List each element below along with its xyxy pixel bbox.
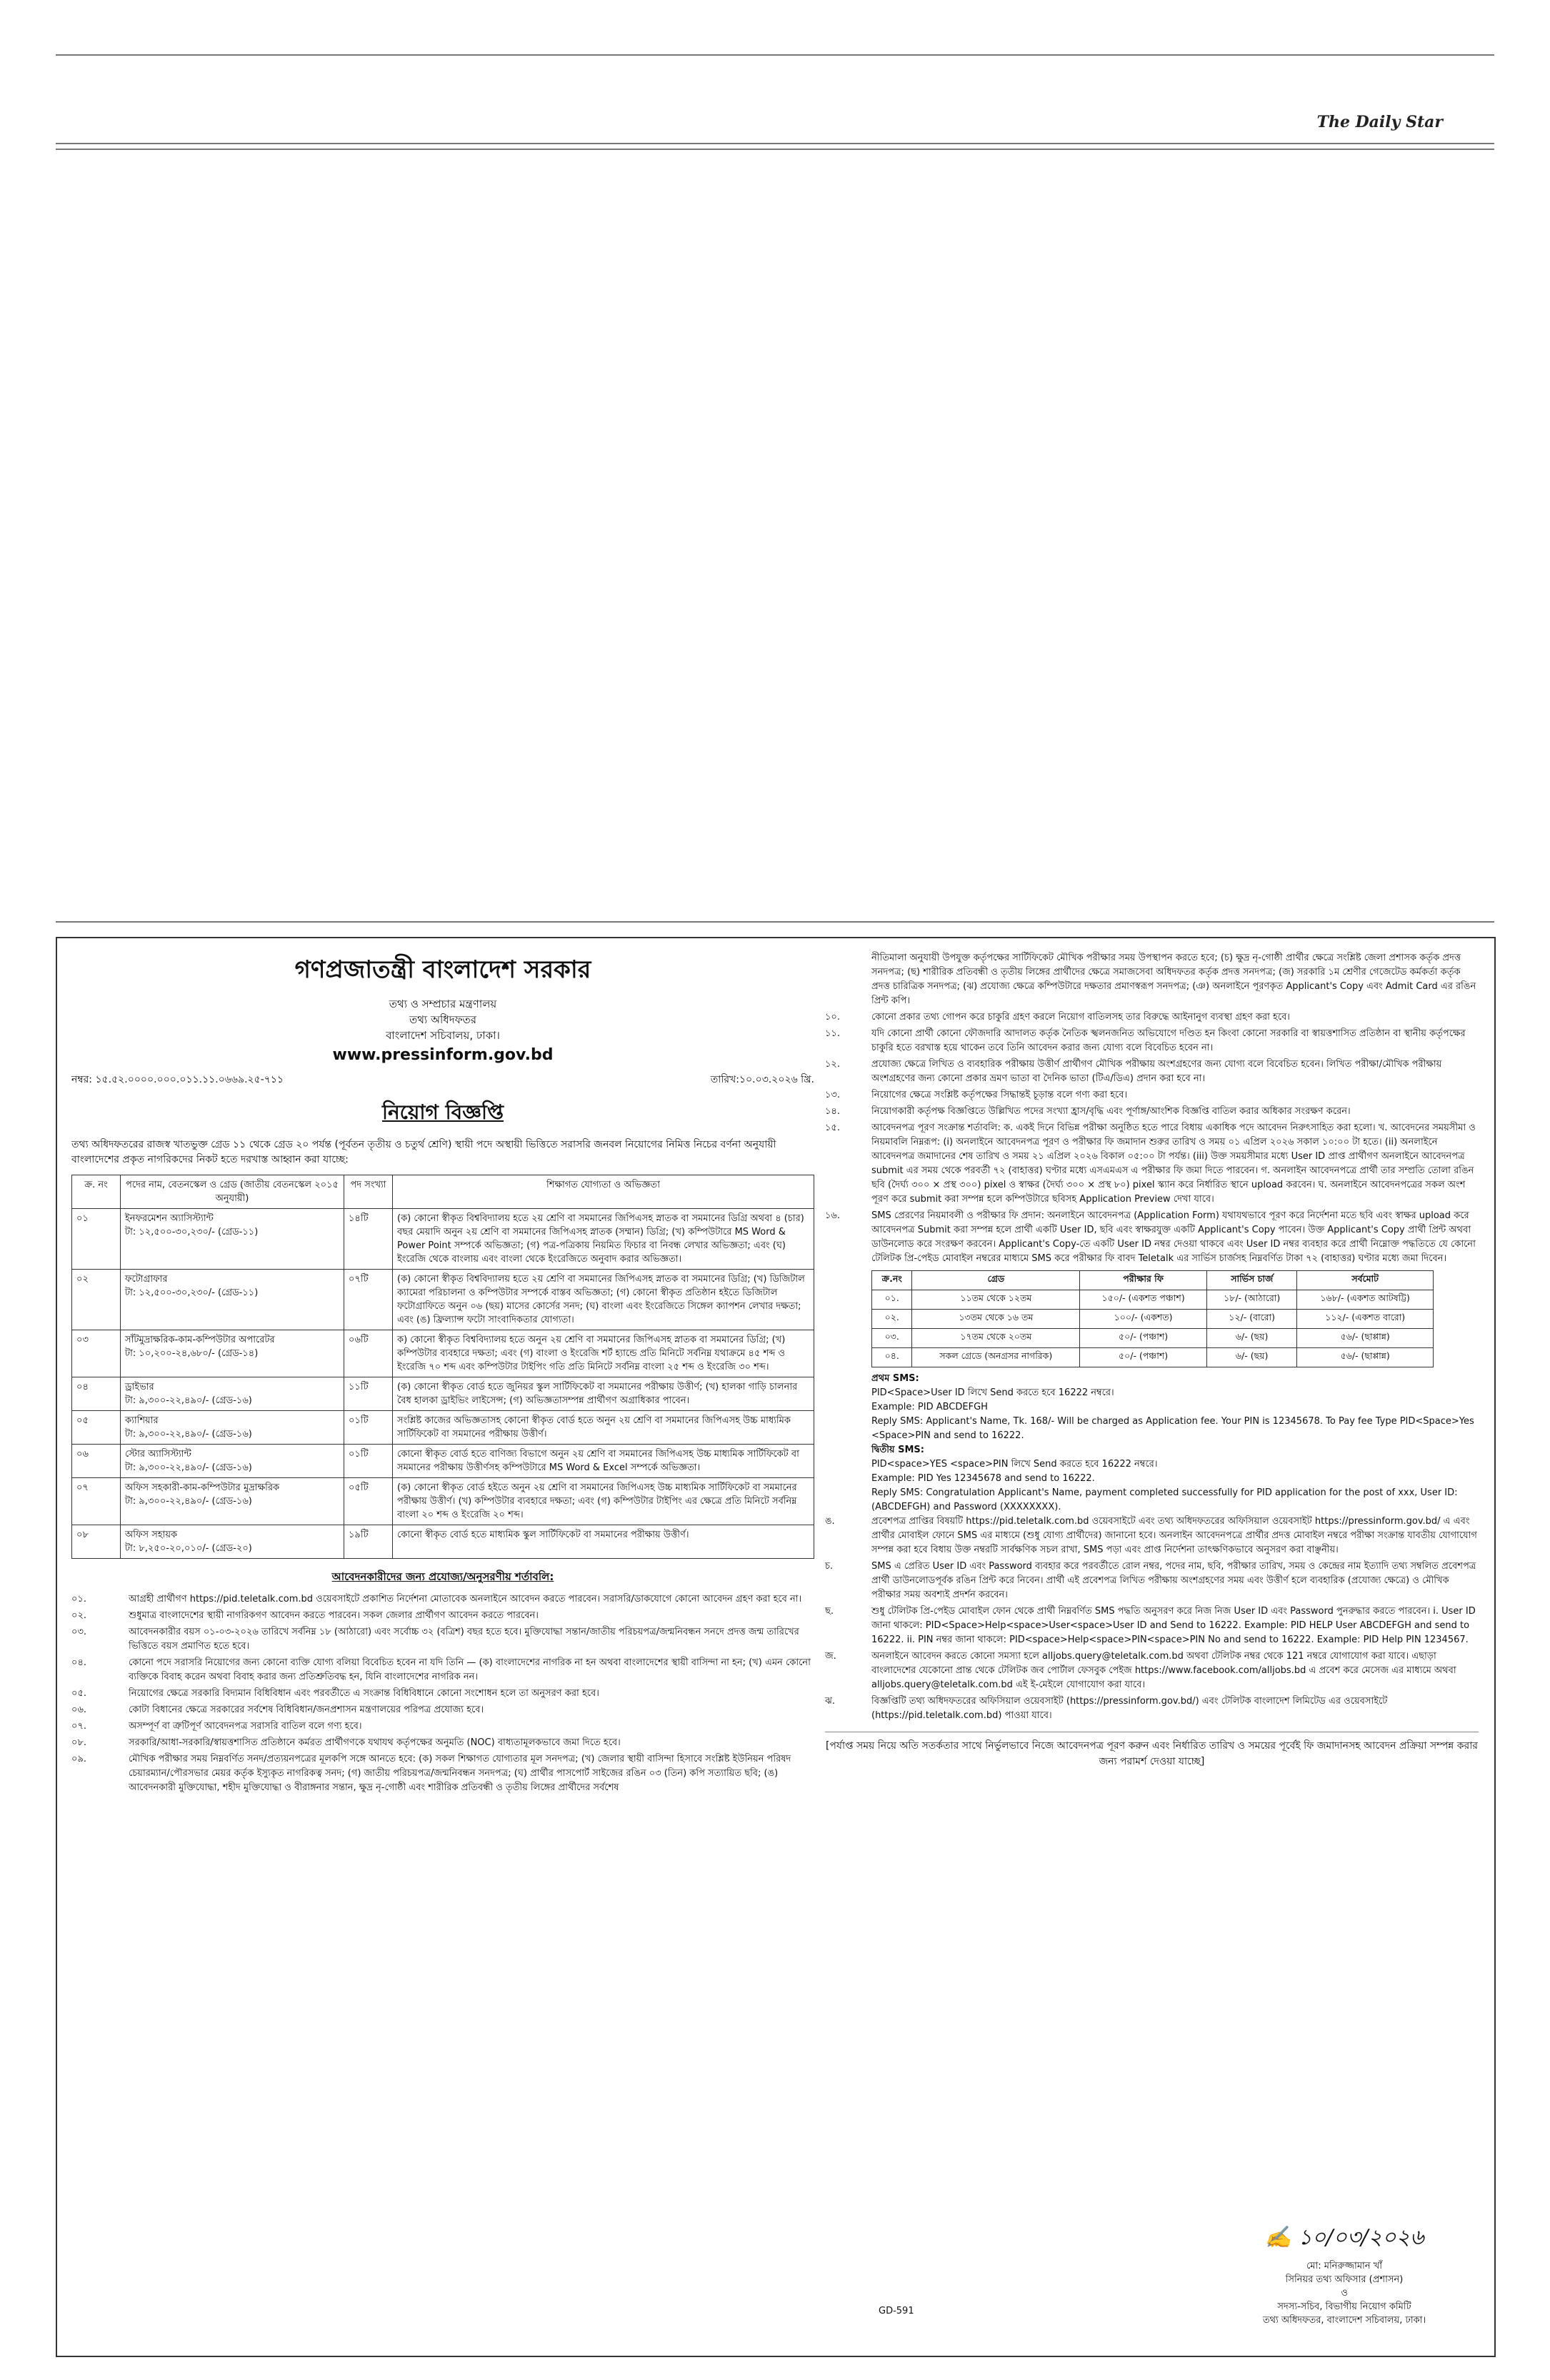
fee-table-header — [872, 1271, 1434, 1290]
item-number: ১১. — [825, 1028, 841, 1039]
post-name: সাঁটমুদ্রাক্ষরিক-কাম-কম্পিউটার অপারেটর — [125, 1335, 275, 1345]
table-row — [72, 1209, 814, 1270]
signatory-name: মো: মনিরুজ্জামান খাঁ — [1306, 2261, 1383, 2271]
post-cell — [121, 1377, 344, 1411]
address: বাংলাদেশ সচিবালয়, ঢাকা। — [386, 1029, 500, 1042]
item-number: ০৮. — [71, 1737, 87, 1748]
post-qualification: ক) কোনো স্বীকৃত বিশ্ববিদ্যালয় হতে অনুন ২য় শ্রেণি বা সমমানের জিপিএসহ স্নাতক বা সমমানের ডিগ্রি; (খ) কম্পিউটার ব্যবহারে দক্ষতা; এবং (গ) বাংলা ও ইংরেজি শর্ট হ্যান্ডে প্রতি মিনিটে সর্বনিম্ন যথাক্রমে ৪৫ শব্দ ও ইংরেজি ৭০ শব্দ এবং কম্পিউটার টাইপিং গতি প্রতি মিনিটে সর্বনিম্ন বাংলা ২৫ শব্দ ও ইংরেজি ৩০ শব্দ। — [393, 1330, 814, 1377]
fee-cell: ০১. — [872, 1290, 912, 1310]
post-qualification: কোনো স্বীকৃত বোর্ড হতে মাধ্যমিক স্কুল সার্টিফিকেট বা সমমানের পরীক্ষায় উত্তীর্ণ। — [393, 1525, 814, 1559]
ad-heading — [71, 951, 814, 1064]
table-row — [72, 1330, 814, 1377]
post-qualification: (ক) কোনো স্বীকৃত বোর্ড হতে জুনিয়র স্কুল সার্টিফিকেট বা সমমানের পরীক্ষায় উত্তীর্ণ; (খ) হালকা গাড়ি চালনার বৈধ হালকা ড্রাইভিং লাইসেন্স; (গ) অভিজ্ঞতাসম্পন্ন প্রার্থীগণ অগ্রাধিকার পাবেন। — [393, 1377, 814, 1411]
post-qualification: কোনো স্বীকৃত বোর্ড হতে বাণিজ্য বিভাগে অনুন ২য় শ্রেণি বা সমমানের জিপিএসহ উচ্চ মাধ্যমিক সার্টিফিকেট বা সমমানের পরীক্ষায় উত্তীর্ণসহ কম্পিউটারে MS Word & Excel সম্পর্কে অভিজ্ঞতা। — [393, 1445, 814, 1478]
list-item — [825, 1088, 1479, 1103]
post-cell — [121, 1525, 344, 1559]
post-pay: টা: ১০,২০০-২৪,৬৮০/- (গ্রেড-১৪) — [125, 1348, 259, 1359]
item-text: কোনো প্রকার তথ্য গোপন করে চাকুরি গ্রহণ করলে নিয়োগ বাতিলসহ তার বিরুদ্ধে আইনানুগ ব্যবস্থা গ্রহণ করা হবে। — [871, 1012, 1290, 1023]
post-sl: ০৮ — [72, 1525, 121, 1559]
list-item — [71, 1687, 814, 1701]
right-items-list — [825, 951, 1479, 1266]
col-post: পদের নাম, বেতনস্কেল ও গ্রেড (জাতীয় বেতনস্কেল ২০১৫ অনুযায়ী) — [121, 1175, 344, 1209]
posts-table — [71, 1175, 814, 1559]
list-item — [71, 1736, 814, 1750]
item-number: ০২. — [71, 1610, 87, 1621]
post-pay: টা: ৯,৩০০-২২,৪৯০/- (গ্রেড-১৬) — [125, 1496, 252, 1507]
sms-line: দ্বিতীয় SMS: — [871, 1445, 924, 1455]
item-number: ০১. — [71, 1594, 87, 1605]
notice-title: নিয়োগ বিজ্ঞপ্তি — [381, 1100, 504, 1124]
item-text: প্রযোজ্য ক্ষেত্রে লিখিত ও ব্যবহারিক পরীক্ষায় উত্তীর্ণ প্রার্থীগণ মৌখিক পরীক্ষায় অংশগ্রহণের জন্য যোগ্য বলে বিবেচিত হবেন। লিখিত পরীক্ষা/মৌখিক পরীক্ষায় অংশগ্রহণের জন্য কোনো প্রকার ভ্রমণ ভাতা বা দৈনিক ভাতা (টিএ/ডিএ) প্রদান করা হবে না। — [871, 1059, 1442, 1084]
top-rule-3 — [56, 149, 1494, 150]
govt-title: গণপ্রজাতন্ত্রী বাংলাদেশ সরকার — [294, 955, 591, 984]
item-number: ১৪. — [825, 1106, 841, 1117]
post-qualification: (ক) কোনো স্বীকৃত বিশ্ববিদ্যালয় হতে ২য় শ্রেণি বা সমমানের জিপিএসহ স্নাতক বা সমমানের ডিগ্রি অথবা ৪ (চার) বছর মেয়াদি অনুন ২য় শ্রেণি বা সমমানের জিপিএসহ স্নাতক (সম্মান) ডিগ্রি; (খ) কম্পিউটারে MS Word & Power Point সম্পর্কে অভিজ্ঞতা; (গ) পত্র-পত্রিকায় নিয়মিত ফিচার বা নিবন্ধ লেখার অভিজ্ঞতা; এবং (ঘ) ইংরেজি থেকে বাংলায় এবং বাংলা থেকে ইংরেজিতে অনুবাদ করার অভিজ্ঞতা। — [393, 1209, 814, 1270]
item-text: প্রবেশপত্র প্রাপ্তির বিষয়টি https://pid.teletalk.com.bd ওয়েবসাইটে এবং তথ্য অধিদফতরের অফিসিয়াল ওয়েবসাইট https://pressinform.gov.bd/ এ এবং প্রার্থীর মোবাইল ফোনে SMS এর মাধ্যমে (শুধু যোগ্য প্রার্থীদের) জানানো হবে। অনলাইন আবেদনপত্রে প্রার্থীর প্রদত্ত মোবাইল নম্বরে পরীক্ষা সংক্রান্ত যাবতীয় যোগাযোগ সম্পন্ন করা হবে বিধায় উক্ত নম্বরটি সার্বক্ষণিক সচল রাখা, SMS পড়া এবং প্রাপ্ত নির্দেশনা তাৎক্ষণিকভাবে অনুসরণ করা বাঞ্ছনীয়। — [871, 1516, 1477, 1555]
gd-code: GD-591 — [879, 2306, 914, 2316]
item-number: ছ. — [825, 1606, 834, 1617]
list-item — [71, 1703, 814, 1717]
fee-cell: ১৫০/- (একশত পঞ্চাশ) — [1080, 1290, 1207, 1310]
post-pay: টা: ৯,৩০০-২২,৪৯০/- (গ্রেড-১৬) — [125, 1395, 252, 1406]
item-text: নীতিমালা অনুযায়ী উপযুক্ত কর্তৃপক্ষের সার্টিফিকেট মৌখিক পরীক্ষার সময় উপস্থাপন করতে হবে; (চ) ক্ষুদ্র নৃ-গোষ্ঠী প্রার্থীর ক্ষেত্রে সংশ্লিষ্ট জেলা প্রশাসক কর্তৃক প্রদত্ত সনদপত্র; (ছ) শারীরিক প্রতিবন্ধী ও তৃতীয় লিঙ্গের প্রার্থীদের ক্ষেত্রে সমাজসেবা অধিদফতর কর্তৃক প্রদত্ত সনদপত্র; (জ) সরকারি ১ম শ্রেণীর গেজেটেড কর্মকর্তা কর্তৃক প্রদত্ত চারিত্রিক সনদপত্র; (ঝ) প্রযোজ্য ক্ষেত্রে কম্পিউটারে দক্ষতার প্রমাণস্বরূপ সনদপত্র; (ঞ) অনলাইনে পূরণকৃত Applicant's Copy এবং Admit Card এর রঙিন প্রিন্ট কপি। — [871, 953, 1476, 1006]
fee-cell: ৫০/- (পঞ্চাশ) — [1080, 1348, 1207, 1367]
signatory-office: তথ্য অধিদফতর, বাংলাদেশ সচিবালয়, ঢাকা। — [1262, 2315, 1426, 2326]
post-name: অফিস সহায়ক — [125, 1530, 178, 1540]
top-rule-2 — [56, 143, 1494, 144]
list-item — [71, 1656, 814, 1684]
item-text: অনলাইনে আবেদন করতে কোনো সমস্যা হলে alljobs.query@teletalk.com.bd অথবা টেলিটক নম্বর থেকে 121 নম্বরে যোগাযোগ করা যাবে। এছাড়া বাংলাদেশের যেকোনো প্রান্ত থেকে টেলিটক জব পোর্টাল ফেসবুক পেইজ https://www.facebook.com/alljobs.bd এ প্রবেশ করে মেসেজ এর মাধ্যমে অথবা alljobs.query@teletalk.com.bd এই ই-মেইলে যোগাযোগ করা যাবে। — [871, 1651, 1456, 1690]
list-item — [71, 1719, 814, 1734]
post-pay: টা: ১২,৫০০-৩০,২৩০/- (গ্রেড-১১) — [125, 1227, 259, 1237]
list-item — [825, 1209, 1479, 1266]
fee-cell: সকল গ্রেডে (অনগ্রসর নাগরিক) — [912, 1348, 1080, 1367]
memo-number: নম্বর: ১৫.৫২.০০০০.০০০.০১১.১১.০৬৬৯.২৫-৭১১ — [71, 1074, 284, 1085]
fee-cell: ০২. — [872, 1310, 912, 1329]
item-text: শুধু টেলিটক প্রি-পেইড মোবাইল ফোন থেকে প্রার্থী নিম্নবর্ণিত SMS পদ্ধতি অনুসরণ করে নিজ নিজ User ID এবং Password পুনরুদ্ধার করতে পারবেন। i. User ID জানা থাকলে: PID<Space>Help<space>User<space>User ID and Send to 16222. Example: PID HELP User ABCDEFGH and send to 16222. ii. PIN নম্বর জানা থাকলে: PID<space>Help<space>PIN<space>PIN No and send to 16222. Example: PID Help PIN 1234567. — [871, 1606, 1476, 1645]
item-text: কোটা বিধানের ক্ষেত্রে সরকারের সর্বশেষ বিধিবিধান/জনপ্রশাসন মন্ত্রণালয়ের পরিপত্র প্রযোজ্য হবে। — [129, 1704, 484, 1715]
memo-date: তারিখ:১০.০৩.২০২৬ খ্রি. — [710, 1074, 814, 1085]
item-text: SMS এ প্রেরিত User ID এবং Password ব্যবহার করে পরবর্তীতে রোল নম্বর, পদের নাম, ছবি, পরীক্ষার তারিখ, সময় ও কেন্দ্রের নাম ইত্যাদি তথ্য সম্বলিত প্রবেশপত্র প্রার্থী ডাউনলোডপূর্বক রঙিন প্রিন্ট করে নিবেন। প্রার্থী এই প্রবেশপত্র লিখিত পরীক্ষায় অংশগ্রহণের সময় এবং উত্তীর্ণ হলে ব্যবহারিক (প্রযোজ্য ক্ষেত্রে) ও মৌখিক পরীক্ষার সময় অবশ্যই প্রদর্শন করবেন। — [871, 1561, 1476, 1600]
list-item — [825, 1121, 1479, 1207]
fee-col-total: সর্বমোট — [1297, 1271, 1433, 1290]
post-name: ড্রাইভার — [125, 1382, 154, 1392]
post-cell — [121, 1411, 344, 1445]
left-column — [71, 951, 814, 1797]
item-text: বিজ্ঞপ্তিটি তথ্য অধিদফতরের অফিসিয়াল ওয়েবসাইট (https://pressinform.gov.bd/) এবং টেলিটক বাংলাদেশ লিমিটেড এর ওয়েবসাইটে (https://pid.teletalk.com.bd) পাওয়া যাবে। — [871, 1696, 1388, 1721]
post-cell — [121, 1445, 344, 1478]
item-number: ১৩. — [825, 1090, 841, 1100]
item-text: অসম্পূর্ণ বা ত্রুটিপূর্ণ আবেদনপত্র সরাসরি বাতিল বলে গণ্য হবে। — [129, 1721, 362, 1732]
post-count: ১১টি — [344, 1377, 393, 1411]
item-number: ০৬. — [71, 1704, 87, 1715]
item-number: ১০. — [825, 1012, 841, 1023]
item-text: আবেদনকারীর বয়স ০১-০৩-২০২৬ তারিখে সর্বনিম্ন ১৮ (আঠারো) এবং সর্বোচ্চ ৩২ (বত্রিশ) বছর হতে হবে। মুক্তিযোদ্ধা সন্তান/জাতীয় পরিচয়পত্র/জন্মনিবন্ধন সনদে প্রদত্ত জন্ম তারিখের ভিত্তিতে বয়স প্রমাণিত হতে হবে। — [129, 1627, 799, 1652]
post-sl: ০৭ — [72, 1478, 121, 1525]
fee-cell: ১৮/- (আঠারো) — [1206, 1290, 1297, 1310]
post-sl: ০২ — [72, 1270, 121, 1330]
item-text: যদি কোনো প্রার্থী কোনো ফৌজদারি আদালত কর্তৃক নৈতিক স্খলনজনিত অভিযোগে দণ্ডিত হন কিংবা কোনো সরকারি বা স্বায়ত্তশাসিত প্রতিষ্ঠান বা স্থানীয় কর্তৃপক্ষের চাকুরি হতে বরখাস্ত হয়ে থাকেন তবে তিনি আবেদন করার জন্য যোগ্য বলে বিবেচিত হবেন না। — [871, 1028, 1466, 1053]
job-advertisement — [56, 937, 1496, 2357]
ad-top-rule — [56, 921, 1494, 923]
item-number: চ. — [825, 1561, 834, 1572]
newspaper-masthead: The Daily Star — [1316, 113, 1443, 131]
fee-cell: ৫৬/- (ছাপ্পান্ন) — [1297, 1348, 1433, 1367]
sms-line: Reply SMS: Applicant's Name, Tk. 168/- Will be charged as Application fee. Your PIN is 12345678. To Pay fee Type PID<Space>Yes <Space>PIN and send to 16222. — [871, 1416, 1474, 1441]
fee-row — [872, 1348, 1434, 1367]
list-item — [825, 1010, 1479, 1025]
fee-row — [872, 1329, 1434, 1348]
memo-line — [71, 1071, 814, 1088]
item-number: ০৯. — [71, 1754, 87, 1764]
signatory-designation: সিনিয়র তথ্য অফিসার (প্রশাসন) — [1285, 2274, 1404, 2285]
list-item — [825, 1058, 1479, 1086]
table-row — [72, 1411, 814, 1445]
post-name: অফিস সহকারী-কাম-কম্পিউটার মুদ্রাক্ষরিক — [125, 1482, 280, 1493]
post-name: ক্যাশিয়ার — [125, 1415, 159, 1426]
department-name: তথ্য অধিদফতর — [409, 1013, 477, 1026]
post-count: ১৯টি — [344, 1525, 393, 1559]
fee-cell: ৬/- (ছয়) — [1206, 1329, 1297, 1348]
item-number: ০৭. — [71, 1721, 87, 1732]
post-name: ফটোগ্রাফার — [125, 1274, 168, 1285]
list-item — [71, 1609, 814, 1623]
item-number: ১২. — [825, 1059, 841, 1070]
post-count: ০৭টি — [344, 1270, 393, 1330]
item-number: ঙ. — [825, 1516, 835, 1527]
col-sl: ক্র. নং — [72, 1175, 121, 1209]
item-number: ১৬. — [825, 1210, 841, 1221]
list-item — [71, 1752, 814, 1795]
fee-col-service-charge: সার্ভিস চার্জ — [1206, 1271, 1297, 1290]
item-text: SMS প্রেরণের নিয়মাবলী ও পরীক্ষার ফি প্রদান: অনলাইনে আবেদনপত্র (Application Form) যথাযথভাবে পূরণ করে নির্দেশনা মতে ছবি এবং স্বাক্ষর upload করে আবেদনপত্র Submit করা সম্পন্ন হলে প্রার্থী একটি User ID, ছবি এবং স্বাক্ষরযুক্ত একটি Applicant's Copy পাবেন। উক্ত Applicant's Copy প্রার্থী প্রিন্ট অথবা ডাউনলোড করে সংরক্ষণ করবেন। Applicant's Copy-তে একটি User ID নম্বর দেওয়া থাকবে এবং User ID নম্বর ব্যবহার করে প্রার্থী নিম্নোক্ত পদ্ধতিতে যে কোনো টেলিটক প্রি-পেইড মোবাইল নম্বরের মাধ্যমে SMS করে পরীক্ষার ফি বাবদ Teletalk এর সার্ভিস চার্জসহ নিম্নবর্ণিত টাকা ৭২ (বাহাত্তর) ঘণ্টার মধ্যে জমা দিবেন। — [871, 1210, 1476, 1264]
item-number: জ. — [825, 1651, 836, 1662]
post-sl: ০৫ — [72, 1411, 121, 1445]
sms-line: প্রথম SMS: — [871, 1373, 919, 1384]
letter-items-list — [825, 1515, 1479, 1723]
post-sl: ০৪ — [72, 1377, 121, 1411]
sms-line: Example: PID Yes 12345678 and send to 16222. — [871, 1473, 1095, 1484]
post-count: ০৫টি — [344, 1478, 393, 1525]
table-row — [72, 1525, 814, 1559]
post-count: ০১টি — [344, 1445, 393, 1478]
fee-cell: ১২/- (বারো) — [1206, 1310, 1297, 1329]
fee-col-exam-fee: পরীক্ষার ফি — [1080, 1271, 1207, 1290]
post-qualification: (ক) কোনো স্বীকৃত বোর্ড হইতে অনুন ২য় শ্রেণি বা সমমানের জিপিএসহ উচ্চ মাধ্যমিক সার্টিফিকেট বা সমমানের পরীক্ষায় উত্তীর্ণ। (খ) কম্পিউটার ব্যবহারে দক্ষতা; এবং (গ) কম্পিউটার টাইপিং এর ক্ষেত্রে প্রতি মিনিটে সর্বনিম্ন বাংলা ২০ শব্দ ও ইংরেজি ২০ শব্দ। — [393, 1478, 814, 1525]
post-cell — [121, 1478, 344, 1525]
post-pay: টা: ৮,২৫০-২০,০১০/- (গ্রেড-২০) — [125, 1543, 252, 1554]
item-text: শুধুমাত্র বাংলাদেশের স্থায়ী নাগরিকগণ আবেদন করতে পারবেন। সকল জেলার প্রার্থীগণ আবেদন করতে পারবেন। — [129, 1610, 539, 1621]
post-cell — [121, 1270, 344, 1330]
list-item — [825, 1515, 1479, 1557]
col-count: পদ সংখ্যা — [344, 1175, 393, 1209]
item-number: ০৪. — [71, 1657, 87, 1668]
fee-col-grade: গ্রেড — [912, 1271, 1080, 1290]
sms-instructions — [871, 1372, 1479, 1515]
list-item — [825, 951, 1479, 1008]
list-item — [825, 1694, 1479, 1723]
posts-table-header — [72, 1175, 814, 1209]
post-cell — [121, 1209, 344, 1270]
signature-date: ১০/০৩/২০২৬ — [1298, 2225, 1424, 2250]
item-text: নিয়োগের ক্ষেত্রে সরকারি বিদ্যমান বিধিবিধান এবং পরবর্তীতে এ সংক্রান্ত বিধিবিধানে কোনো সংশোধন হলে তা অনুসরণ করা হবে। — [129, 1688, 599, 1699]
signature-block — [1237, 2225, 1451, 2327]
item-number: ০৫. — [71, 1688, 87, 1699]
right-column — [825, 951, 1479, 1769]
fee-cell: ৬/- (ছয়) — [1206, 1348, 1297, 1367]
list-item — [825, 1605, 1479, 1647]
fee-cell: ৫০/- (পঞ্চাশ) — [1080, 1329, 1207, 1348]
item-number: ঝ. — [825, 1696, 835, 1707]
sms-line: Reply SMS: Congratulation Applicant's Name, payment completed successfully for PID application for the post of xxx, User ID: (ABCDEFGH) and Password (XXXXXXXX). — [871, 1487, 1458, 1512]
fee-cell: ১১২/- (একশত বারো) — [1297, 1310, 1433, 1329]
fee-table — [871, 1270, 1434, 1367]
item-text: মৌখিক পরীক্ষার সময় নিম্নবর্ণিত সনদ/প্রত্যয়নপত্রের মূলকপি সঙ্গে আনতে হবে: (ক) সকল শিক্ষাগত যোগ্যতার মূল সনদপত্র; (খ) জেলার স্থায়ী বাসিন্দা হিসাবে সংশ্লিষ্ট ইউনিয়ন পরিষদ চেয়ারম্যান/পৌরসভার মেয়র কর্তৃক ইস্যুকৃত নাগরিকত্ব সনদ; (গ) জাতীয় পরিচয়পত্র/জন্মনিবন্ধন সনদপত্র; (ঘ) প্রার্থীর পাসপোর্ট সাইজের রঙিন ০৩ (তিন) কপি সত্যায়িত ছবি; (ঙ) আবেদনকারী মুক্তিযোদ্ধা, শহীদ মুক্তিযোদ্ধা ও বীরাঙ্গনার সন্তান, ক্ষুদ্র নৃ-গোষ্ঠী এবং শারীরিক প্রতিবন্ধী ও তৃতীয় লিঙ্গের প্রার্থীদের সর্বশেষ — [129, 1754, 791, 1793]
sms-line: PID<Space>User ID লিখে Send করতে হবে 16222 নম্বরে। — [871, 1387, 1114, 1398]
post-count: ১৪টি — [344, 1209, 393, 1270]
sms-line: PID<space>YES <space>PIN লিখে Send করতে হবে 16222 নম্বরে। — [871, 1459, 1158, 1470]
signatory-role: সদস্য-সচিব, বিভাগীয় নিয়োগ কমিটি — [1277, 2301, 1411, 2312]
post-cell — [121, 1330, 344, 1377]
fee-col-sl: ক্র.নং — [872, 1271, 912, 1290]
table-row — [72, 1478, 814, 1525]
signatory-and: ও — [1341, 2288, 1348, 2299]
fee-cell: ১০০/- (একশত) — [1080, 1310, 1207, 1329]
sms-line: Example: PID ABCDEFGH — [871, 1402, 988, 1412]
item-text: আবেদনপত্র পূরণ সংক্রান্ত শর্তাবলি: ক. একই দিনে বিভিন্ন পরীক্ষা অনুষ্ঠিত হতে পারে বিধায় একাধিক পদে আবেদন নিরুৎসাহিত করা হলো। খ. আবেদনের সময়সীমা ও নিয়মাবলি নিম্নরূপ: (i) অনলাইনে আবেদনপত্র পূরণ ও পরীক্ষার ফি জমাদান শুরুর তারিখ ও সময় ০১ এপ্রিল ২০২৬ সকাল ১০:০০ টা হতে। (ii) অনলাইনে আবেদনপত্র জমাদানের শেষ তারিখ ও সময় ২১ এপ্রিল ২০২৬ বিকাল ০৫:০০ টা পর্যন্ত। (iii) উক্ত সময়সীমার মধ্যে User ID প্রাপ্ত প্রার্থীগণ অনলাইনে আবেদনপত্র submit এর সময় থেকে পরবর্তী ৭২ (বাহাত্তর) ঘণ্টার মধ্যে এসএমএস এ পরীক্ষার ফি জমা দিতে পারবেন। গ. অনলাইন আবেদনপত্রে প্রার্থী তার সম্প্রতি তোলা রঙিন ছবি (দৈর্ঘ্য ৩০০ × প্রস্থ ৩০০) pixel ও স্বাক্ষর (দৈর্ঘ্য ৩০০ × প্রস্থ ৮০) pixel স্ক্যান করে নির্ধারিত স্থানে upload করবেন। ঘ. অনলাইনে আবেদনপত্রের সকল অংশ পূরণ করে submit করা সম্পন্ন হলে কম্পিউটারে ছবিসহ Application Preview দেখা যাবে। — [871, 1123, 1476, 1205]
post-name: ইনফরমেশন অ্যাসিস্ট্যান্ট — [125, 1213, 214, 1224]
post-count: ০৬টি — [344, 1330, 393, 1377]
conditions-title: আবেদনকারীদের জন্য প্রযোজ্য/অনুসরণীয় শর্তাবলি: — [331, 1570, 554, 1583]
list-item — [825, 1027, 1479, 1055]
fee-cell: ১৬৮/- (একশত আটষট্টি) — [1297, 1290, 1433, 1310]
handwritten-signature: ✍ ১০/০৩/২০২৬ — [1264, 2225, 1424, 2250]
table-row — [72, 1377, 814, 1411]
item-number — [825, 951, 871, 1008]
fee-cell: ১১তম থেকে ১২তম — [912, 1290, 1080, 1310]
item-text: নিয়োগকারী কর্তৃপক্ষ বিজ্ঞপ্তিতে উল্লিখিত পদের সংখ্যা হ্রাস/বৃদ্ধি এবং পূর্ণাঙ্গ/আংশিক বিজ্ঞপ্তি বাতিল করার অধিকার সংরক্ষণ করেন। — [871, 1106, 1351, 1117]
post-pay: টা: ৯,৩০০-২২,৪৯০/- (গ্রেড-১৬) — [125, 1429, 252, 1440]
fee-row — [872, 1290, 1434, 1310]
top-rule-1 — [56, 54, 1494, 56]
table-row — [72, 1445, 814, 1478]
post-sl: ০১ — [72, 1209, 121, 1270]
col-qualification: শিক্ষাগত যোগ্যতা ও অভিজ্ঞতা — [393, 1175, 814, 1209]
list-item — [825, 1105, 1479, 1119]
item-text: নিয়োগের ক্ষেত্রে সংশ্লিষ্ট কর্তৃপক্ষের সিদ্ধান্তই চূড়ান্ত বলে গণ্য করা হবে। — [871, 1090, 1128, 1100]
post-count: ০১টি — [344, 1411, 393, 1445]
post-pay: টা: ৯,৩০০-২২,৪৯০/- (গ্রেড-১৬) — [125, 1462, 252, 1473]
conditions-list — [71, 1592, 814, 1795]
post-qualification: (ক) কোনো স্বীকৃত বিশ্ববিদ্যালয় হতে ২য় শ্রেণি বা সমমানের জিপিএসহ স্নাতক বা সমমানের ডিগ্রি; (খ) ডিজিটাল ক্যামেরা পরিচালনা ও কম্পিউটার সম্পর্কে বাস্তব অভিজ্ঞতা; (গ) কোনো স্বীকৃত প্রতিষ্ঠান হইতে ডিজিটাল ফটোগ্রাফিতে অনুন ০৬ (ছয়) মাসের কোর্সের সনদ; (ঘ) বাংলা এবং ইংরেজিতে সিঙ্গেল ক্যাপশন লেখার দক্ষতা; এবং (ঙ) ফ্রিল্যান্স ফটো সাংবাদিকতার যোগ্যতা। — [393, 1270, 814, 1330]
item-text: সরকারি/আধা-সরকারি/স্বায়ত্তশাসিত প্রতিষ্ঠানে কর্মরত প্রার্থীগণকে যথাযথ কর্তৃপক্ষের অনুমতি (NOC) বাধ্যতামূলকভাবে জমা দিতে হবে। — [129, 1737, 621, 1748]
fee-row — [872, 1310, 1434, 1329]
post-sl: ০৩ — [72, 1330, 121, 1377]
fee-cell: ৫৬/- (ছাপ্পান্ন) — [1297, 1329, 1433, 1348]
ministry-name: তথ্য ও সম্প্রচার মন্ত্রণালয় — [389, 998, 497, 1010]
table-row — [72, 1270, 814, 1330]
website: www.pressinform.gov.bd — [332, 1046, 554, 1064]
intro-paragraph: তথ্য অধিদফতরের রাজস্ব খাতভুক্ত গ্রেড ১১ থেকে গ্রেড ২০ পর্যন্ত (পূর্বতন তৃতীয় ও চতুর্থ শ্রেণি) স্থায়ী পদে অস্থায়ী ভিত্তিতে সরাসরি জনবল নিয়োগের নিমিত্ত নিচের বর্ণনা অনুযায়ী বাংলাদেশের প্রকৃত নাগরিকদের নিকট হতে দরখাস্ত আহ্বান করা যাচ্ছে: — [71, 1139, 776, 1165]
item-number: ০৩. — [71, 1627, 87, 1637]
fee-cell: ১৩তম থেকে ১৬ তম — [912, 1310, 1080, 1329]
footer-note: [পর্যাপ্ত সময় নিয়ে অতি সতর্কতার সাথে নির্ভুলভাবে নিজে আবেদনপত্র পূরণ করুন এবং নির্ধারিত তারিখ ও সময়ের পূর্বেই ফি জমাদানসহ আবেদন প্রক্রিয়া সম্পন্ন করার জন্য পরামর্শ দেওয়া যাচ্ছে] — [825, 1732, 1479, 1769]
item-text: কোনো পদে সরাসরি নিয়োগের জন্য কোনো ব্যক্তি যোগ্য বলিয়া বিবেচিত হবেন না যদি তিনি — (ক) বাংলাদেশের নাগরিক না হন অথবা বাংলাদেশের স্থায়ী বাসিন্দা না হন; (খ) এমন কোনো ব্যক্তিকে বিবাহ করেন অথবা বিবাহ করার জন্য প্রতিশ্রুতিবদ্ধ হন, যিনি বাংলাদেশের নাগরিক নন। — [129, 1657, 811, 1682]
fee-cell: ০৪. — [872, 1348, 912, 1367]
list-item — [71, 1592, 814, 1607]
fee-cell: ০৩. — [872, 1329, 912, 1348]
list-item — [825, 1560, 1479, 1602]
post-sl: ০৬ — [72, 1445, 121, 1478]
item-number: ১৫. — [825, 1123, 841, 1133]
fee-cell: ১৭তম থেকে ২০তম — [912, 1329, 1080, 1348]
post-name: স্টোর অ্যাসিস্ট্যান্ট — [125, 1449, 191, 1460]
post-pay: টা: ১২,৫০০-৩০,২৩০/- (গ্রেড-১১) — [125, 1287, 259, 1298]
list-item — [71, 1625, 814, 1654]
item-text: আগ্রহী প্রার্থীগণ https://pid.teletalk.com.bd ওয়েবসাইটে প্রকাশিত নির্দেশনা মোতাবেক অনলাইনে আবেদন করতে পারবেন। সরাসরি/ডাকযোগে কোনো আবেদন গ্রহণ করা হবে না। — [129, 1594, 802, 1605]
post-qualification: সংশ্লিষ্ট কাজের অভিজ্ঞতাসহ কোনো স্বীকৃত বোর্ড হতে অনুন ২য় শ্রেণি বা সমমানের জিপিএসহ উচ্চ মাধ্যমিক সার্টিফিকেট বা সমমানের পরীক্ষায় উত্তীর্ণ। — [393, 1411, 814, 1445]
list-item — [825, 1650, 1479, 1692]
